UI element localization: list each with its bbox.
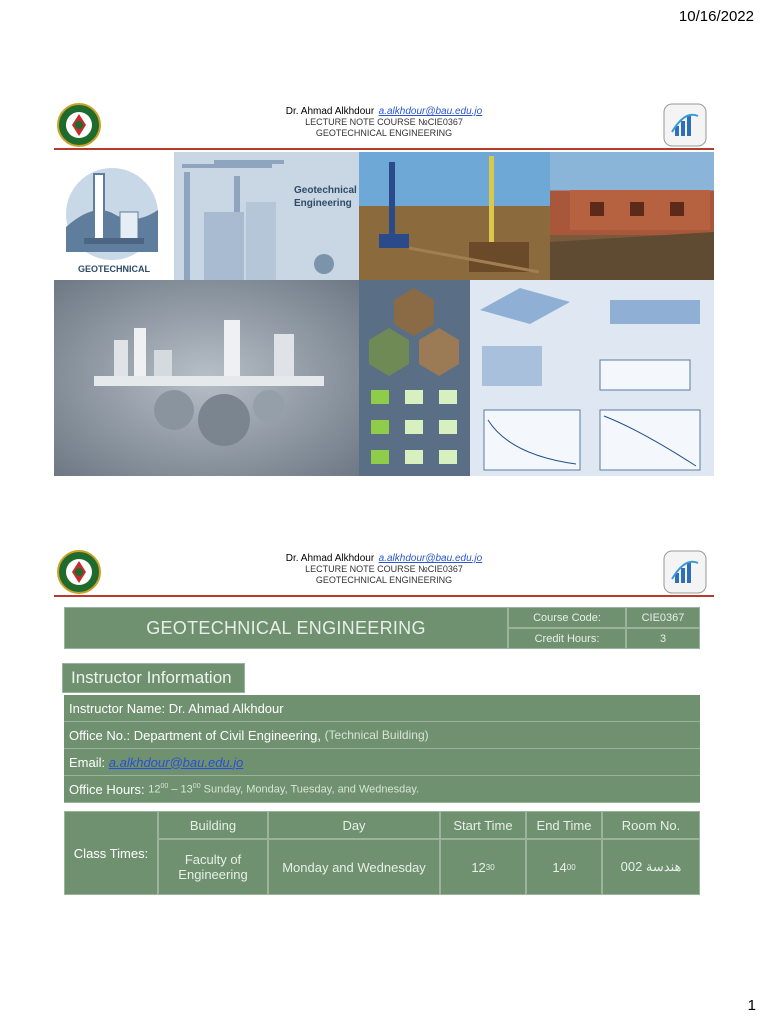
subject-line-2: GEOTECHNICAL ENGINEERING	[315, 575, 453, 585]
soil-modelling-diagram	[470, 280, 714, 476]
office-hours-value: $12^{00} - 13^{00}$ Sunday, Monday, Tuesday, and Wednesday.	[148, 782, 420, 796]
header-end-time: End Time	[526, 811, 602, 839]
instructor-info-heading: Instructor Information	[62, 663, 245, 693]
course-line: LECTURE NOTE COURSE №CIE0367	[305, 117, 463, 127]
slide-header	[54, 100, 714, 150]
slide-1	[54, 100, 714, 476]
credit-hours-value: 3	[626, 628, 700, 649]
header-text	[54, 104, 714, 139]
tile-caption-geotechnical-engineering: Geotechnical Engineering	[294, 185, 357, 209]
course-title-bar	[64, 607, 700, 649]
header-text-2	[54, 551, 714, 586]
course-meta-labels	[508, 607, 626, 649]
author-email-link-2[interactable]: a.alkhdour@bau.edu.jo	[378, 553, 483, 564]
page-date: 10/16/2022	[678, 8, 754, 25]
retaining-wall-photo	[550, 152, 714, 280]
drilling-rig-graphic	[359, 152, 550, 280]
value-start-time: 12 30	[440, 839, 526, 895]
city-gears-image	[54, 280, 359, 476]
header-building: Building	[158, 811, 268, 839]
city-skyline-graphic	[54, 280, 359, 476]
value-building: Faculty of Engineering	[158, 839, 268, 895]
subject-line: GEOTECHNICAL ENGINEERING	[315, 128, 453, 138]
header-room: Room No.	[602, 811, 700, 839]
class-times-label: Class Times:	[64, 811, 158, 895]
foundation-types-image	[359, 280, 470, 476]
credit-hours-label: Credit Hours:	[508, 628, 626, 649]
construction-illustration-tile	[174, 152, 359, 280]
office-label: Office No.: Department of Civil Engineering,	[69, 727, 321, 743]
tile-caption-geotechnical: GEOTECHNICAL	[78, 264, 150, 274]
image-collage	[54, 152, 714, 476]
faculty-logo-right-2	[662, 549, 708, 595]
col-building	[158, 811, 268, 895]
page-number: 1	[747, 997, 756, 1014]
office-row	[64, 722, 700, 749]
course-title: GEOTECHNICAL ENGINEERING	[64, 607, 508, 649]
hexagon-collage-graphic	[359, 280, 470, 476]
office-detail: (Technical Building)	[324, 728, 429, 742]
course-line-2: LECTURE NOTE COURSE №CIE0367	[305, 564, 463, 574]
instructor-email-link[interactable]: a.alkhdour@bau.edu.jo	[108, 754, 244, 770]
class-times-table	[64, 811, 700, 895]
slide-header-2	[54, 547, 714, 597]
col-room	[602, 811, 700, 895]
instructor-info-rows	[64, 695, 700, 803]
faculty-logo-right	[662, 102, 708, 148]
col-day	[268, 811, 440, 895]
office-hours-label: Office Hours:	[69, 781, 145, 797]
slide-2	[54, 547, 714, 897]
value-room: 002 هندسة	[602, 839, 700, 895]
header-day: Day	[268, 811, 440, 839]
value-day: Monday and Wednesday	[268, 839, 440, 895]
author-name: Dr. Ahmad Alkhdour	[285, 106, 375, 117]
office-hours-row	[64, 776, 700, 803]
header-divider-2	[54, 595, 714, 597]
author-email-link[interactable]: a.alkhdour@bau.edu.jo	[378, 106, 483, 117]
email-row	[64, 749, 700, 776]
course-meta-values	[626, 607, 700, 649]
instructor-name-row	[64, 695, 700, 722]
col-start-time	[440, 811, 526, 895]
instructor-name: Instructor Name: Dr. Ahmad Alkhdour	[69, 700, 284, 716]
author-name-2: Dr. Ahmad Alkhdour	[285, 553, 375, 564]
modelling-flowchart-graphic	[470, 280, 714, 476]
course-code-value: CIE0367	[626, 607, 700, 628]
geotechnical-icon-tile	[54, 152, 174, 280]
email-label: Email:	[69, 754, 106, 770]
value-end-time: 14 00	[526, 839, 602, 895]
header-divider	[54, 148, 714, 150]
col-end-time	[526, 811, 602, 895]
drilling-rig-photo	[359, 152, 550, 280]
drilling-icon	[54, 152, 174, 280]
header-start-time: Start Time	[440, 811, 526, 839]
building-excavation-graphic	[550, 152, 714, 280]
crane-illustration	[174, 152, 359, 280]
course-code-label: Course Code:	[508, 607, 626, 628]
